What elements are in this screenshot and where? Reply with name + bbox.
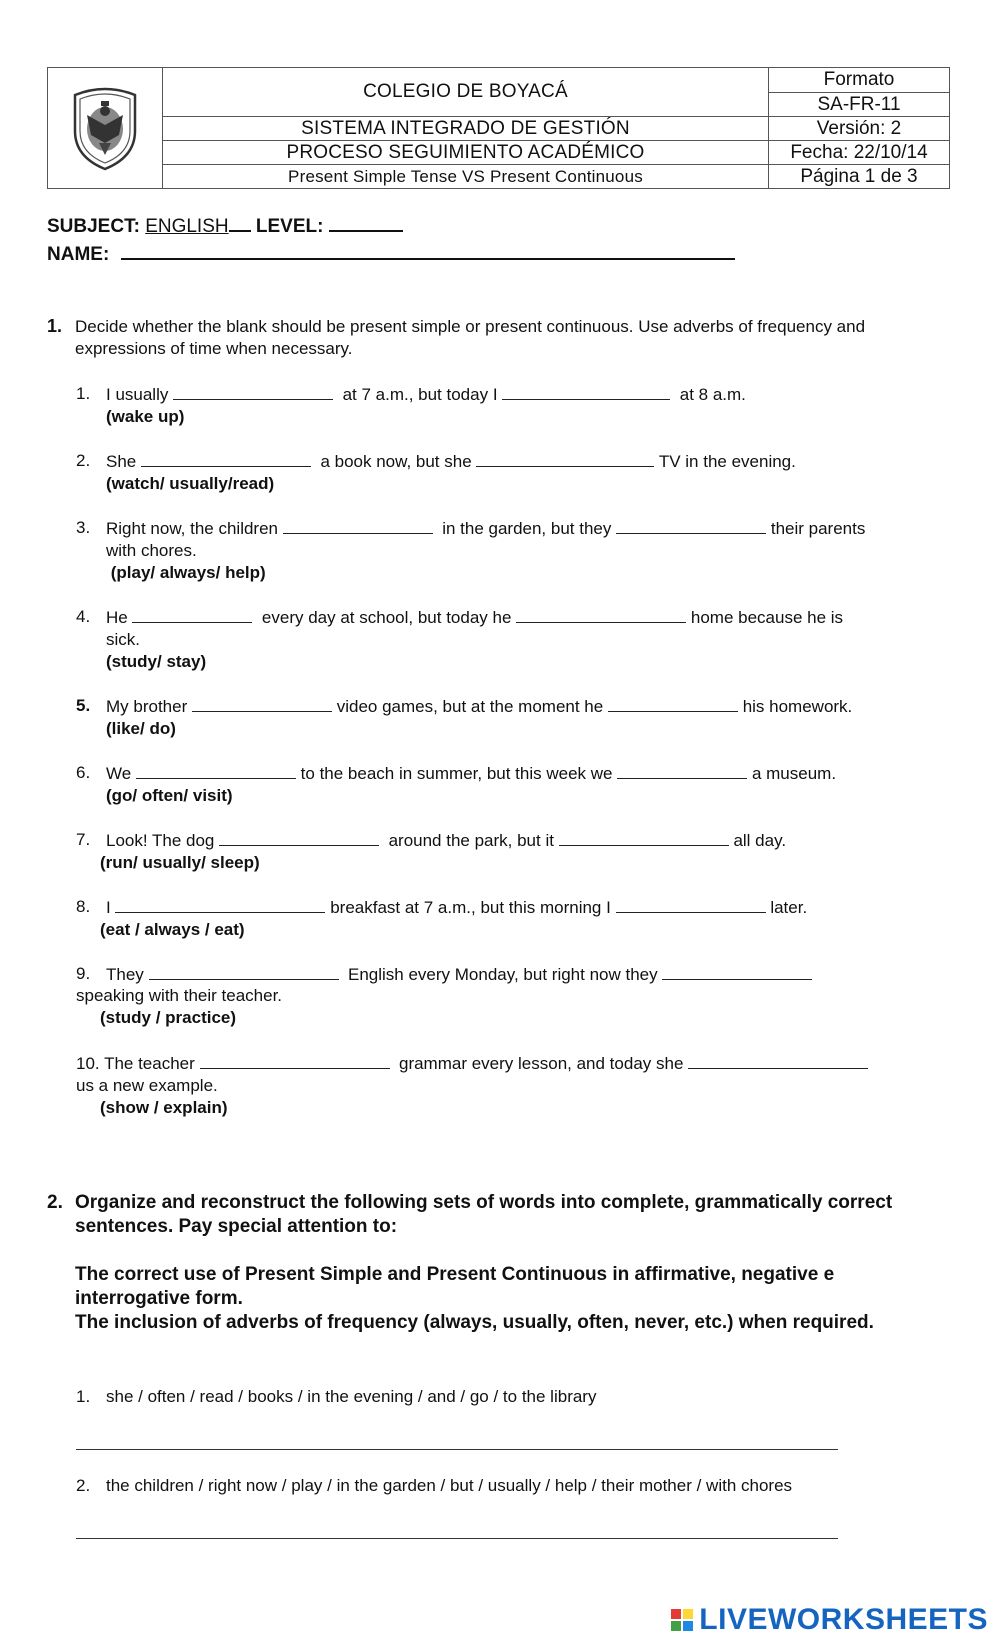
level-input[interactable] [329,212,403,232]
answer-blank[interactable] [662,963,812,980]
item-text: The teacher [104,1054,195,1073]
item-text: his homework. [742,697,853,716]
format-label: Formato [823,69,895,90]
item-text: breakfast at 7 a.m., but this morning I [330,898,611,917]
answer-blank[interactable] [688,1052,868,1069]
subject-value: ENGLISH [145,216,229,237]
section-2-instruction: Organize and reconstruct the following sets of words into complete, grammatically correct sentences. Pay special attention to: [75,1192,893,1237]
item-text: every day at school, but today he [261,608,512,627]
item-text: I [106,898,111,917]
worksheet-topic: Present Simple Tense VS Present Continuous [163,164,768,188]
student-info [47,212,735,268]
item-number: 2. [76,451,91,470]
format-code: SA-FR-11 [769,92,949,116]
verb-hint: (like/ do) [106,719,176,738]
brand-name: LIVEWORKSHEETS [699,1603,988,1636]
item-text: to the beach in summer, but this week we [300,764,613,783]
verb-hint: (watch/ usually/read) [106,474,275,493]
answer-blank[interactable] [617,762,747,779]
answer-blank[interactable] [200,1052,390,1069]
item-text: in the garden, but they [442,519,612,538]
item-text: with chores. [106,541,197,560]
item-text: their parents [770,519,866,538]
item-number: 9. [76,964,91,983]
item-text: a museum. [751,764,837,783]
item-text: Look! The dog [106,831,215,850]
item-number: 7. [76,830,91,849]
answer-blank[interactable] [219,829,379,846]
section-2-number: 2. [47,1192,63,1213]
item-text: video games, but at the moment he [336,697,604,716]
answer-blank[interactable] [136,762,296,779]
section-2-point-1: The correct use of Present Simple and Present Continuous in affirmative, negative e interrogative form. [75,1264,835,1309]
item-text: grammar every lesson, and today she [398,1054,684,1073]
crest-icon [69,85,141,171]
process-name: PROCESO SEGUIMIENTO ACADÉMICO [163,140,768,164]
item-text: at 7 a.m., but today I [342,385,498,404]
verb-hint: (play/ always/ help) [110,563,266,582]
school-name: COLEGIO DE BOYACÁ [363,81,568,102]
answer-blank[interactable] [192,695,332,712]
answer-blank[interactable] [115,896,325,913]
item-text: home because he is [690,608,844,627]
section-1-instruction: Decide whether the blank should be present simple or present continuous. Use adverbs of frequency and expressions of time when necessary. [75,317,866,358]
subject-blank [229,212,251,232]
item-text: My brother [106,697,188,716]
verb-hint: (show / explain) [100,1098,228,1117]
word-set: the children / right now / play / in the garden / but / usually / help / their mother / with chores [106,1476,793,1495]
verb-hint: (run/ usually/ sleep) [100,853,260,872]
answer-blank[interactable] [149,963,339,980]
item-text: I usually [106,385,169,404]
item-text: Right now, the children [106,519,278,538]
item-text: later. [770,898,808,917]
item-text: us a new example. [76,1076,218,1095]
item-number: 1. [76,384,91,403]
answer-blank[interactable] [476,450,654,467]
version-label: Versión: 2 [769,116,949,140]
answer-blank[interactable] [608,695,738,712]
item-text: speaking with their teacher. [76,986,283,1005]
brand-mark-icon [671,1609,693,1631]
school-crest [48,68,163,188]
word-set: she / often / read / books / in the evening / and / go / to the library [106,1387,597,1406]
answer-blank[interactable] [616,896,766,913]
answer-blank[interactable] [141,450,311,467]
item-text: at 8 a.m. [679,385,746,404]
answer-line[interactable] [76,1449,838,1450]
answer-blank[interactable] [616,517,766,534]
answer-blank[interactable] [132,606,252,623]
answer-blank[interactable] [516,606,686,623]
name-input[interactable] [121,240,735,260]
answer-blank[interactable] [559,829,729,846]
item-text: around the park, but it [388,831,554,850]
item-number: 10. [76,1054,100,1073]
verb-hint: (study/ stay) [106,652,207,671]
item-text: She [106,452,137,471]
answer-line[interactable] [76,1538,838,1539]
item-number: 6. [76,763,91,782]
item-number: 4. [76,607,91,626]
liveworksheets-logo [671,1603,988,1637]
verb-hint: (go/ often/ visit) [106,786,233,805]
subject-label: SUBJECT: [47,216,140,237]
item-text: all day. [733,831,787,850]
item-number: 5. [76,696,91,715]
system-name: SISTEMA INTEGRADO DE GESTIÓN [163,116,768,140]
answer-blank[interactable] [173,383,333,400]
page-label: Página 1 de 3 [769,164,949,188]
answer-blank[interactable] [283,517,433,534]
item-number: 8. [76,897,91,916]
answer-blank[interactable] [502,383,670,400]
item-number: 2. [76,1476,91,1495]
item-text: He [106,608,128,627]
item-text: TV in the evening. [658,452,796,471]
section-1-number: 1. [47,316,63,336]
item-number: 1. [76,1387,91,1406]
section-2-point-2: The inclusion of adverbs of frequency (always, usually, often, never, etc.) when required. [75,1312,874,1333]
item-text: sick. [106,630,140,649]
header-table [47,67,950,189]
item-number: 3. [76,518,91,537]
verb-hint: (eat / always / eat) [100,920,245,939]
item-text: English every Monday, but right now they [347,965,658,984]
verb-hint: (wake up) [106,407,185,426]
date-label: Fecha: 22/10/14 [769,140,949,164]
verb-hint: (study / practice) [100,1008,237,1027]
name-label: NAME: [47,244,110,265]
item-text: We [106,764,132,783]
item-text: a book now, but she [320,452,472,471]
level-label: LEVEL: [255,216,324,237]
item-text: They [106,965,144,984]
